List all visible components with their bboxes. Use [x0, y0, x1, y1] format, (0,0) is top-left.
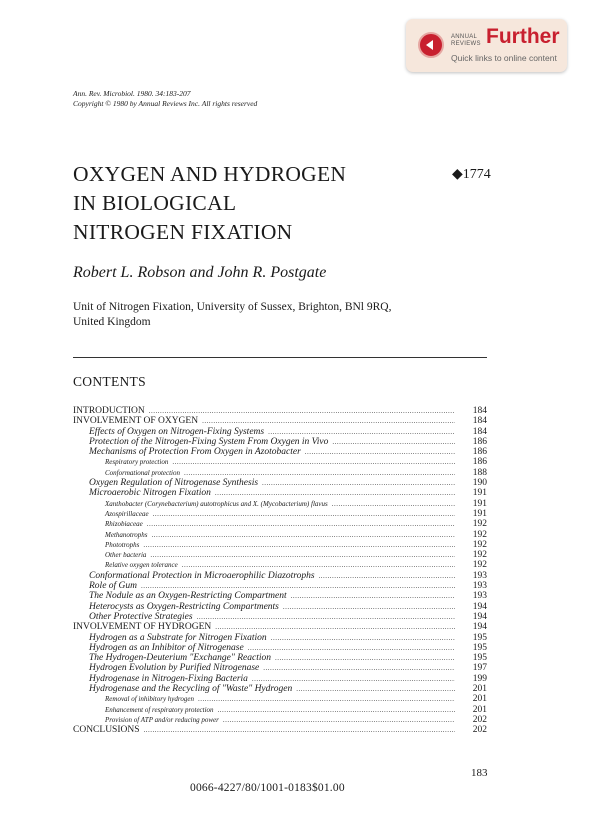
toc-entry-title: Oxygen Regulation of Nitrogenase Synthesis: [89, 478, 259, 489]
toc-entry[interactable]: [73, 643, 487, 653]
badge-brand: Further: [486, 25, 560, 48]
toc-entry[interactable]: [73, 715, 487, 725]
toc-entry-page: 188: [472, 467, 487, 478]
toc-leader-dots: [332, 500, 455, 508]
affiliation-line: United Kingdom: [73, 316, 151, 328]
page-number: 183: [471, 767, 488, 779]
toc-entry-title: Hydrogen as a Substrate for Nitrogen Fixation: [89, 632, 267, 643]
toc-entry[interactable]: [73, 694, 487, 704]
toc-entry[interactable]: [73, 674, 487, 684]
toc-leader-dots: [202, 417, 455, 425]
toc-entry-title: Microaerobic Nitrogen Fixation: [89, 488, 211, 499]
title-line: NITROGEN FIXATION: [73, 220, 293, 244]
toc-entry-title: Respiratory protection: [105, 458, 169, 467]
article-title: [73, 160, 346, 247]
toc-entry[interactable]: [73, 622, 487, 632]
toc-entry[interactable]: [73, 612, 487, 622]
toc-leader-dots: [153, 510, 455, 518]
toc-leader-dots: [291, 592, 455, 600]
contents-heading: CONTENTS: [73, 374, 146, 389]
toc-leader-dots: [149, 407, 455, 415]
article-affiliation: [73, 300, 391, 330]
toc-entry-page: 202: [472, 714, 487, 725]
toc-leader-dots: [305, 448, 455, 456]
toc-entry-page: 201: [472, 704, 487, 715]
toc-entry-title: Removal of inhibitory hydrogen: [105, 695, 194, 704]
toc-entry-page: 184: [472, 416, 487, 427]
toc-leader-dots: [248, 644, 455, 652]
toc-entry-title: Hydrogen as an Inhibitor of Nitrogenase: [89, 642, 244, 653]
toc-leader-dots: [296, 685, 455, 693]
toc-leader-dots: [143, 541, 455, 549]
toc-entry-page: 201: [472, 684, 487, 695]
article-authors: Robert L. Robson and John R. Postgate: [73, 264, 327, 281]
toc-entry[interactable]: [73, 468, 487, 478]
toc-entry-title: Role of Gum: [89, 581, 138, 592]
toc-entry-page: 191: [472, 498, 487, 509]
toc-leader-dots: [252, 675, 455, 683]
toc-entry[interactable]: [73, 705, 487, 715]
toc-entry-title: Conformational Protection in Microaerophilic Diazotrophs: [89, 570, 315, 581]
toc-entry-title: Hydrogenase and the Recycling of "Waste" Hydrogen: [89, 684, 293, 695]
toc-entry[interactable]: [73, 406, 487, 416]
toc-entry-page: 195: [472, 642, 487, 653]
toc-entry-title: Provision of ATP and/or reducing power: [105, 715, 219, 724]
toc-leader-dots: [184, 469, 455, 477]
toc-entry-title: The Hydrogen-Deuterium "Exchange" Reaction: [89, 653, 272, 664]
toc-leader-dots: [182, 561, 455, 569]
toc-entry-title: Methanotrophs: [105, 530, 148, 539]
toc-entry[interactable]: [73, 663, 487, 673]
badge-publisher: [451, 34, 481, 48]
toc-leader-dots: [152, 531, 455, 539]
toc-entry-page: 193: [472, 570, 487, 581]
toc-entry-page: 195: [472, 632, 487, 643]
toc-entry-title: Enhancement of respiratory protection: [105, 705, 214, 714]
toc-entry[interactable]: [73, 581, 487, 591]
toc-entry-page: 192: [472, 539, 487, 550]
toc-entry-title: Effects of Oxygen on Nitrogen-Fixing Systems: [89, 426, 265, 437]
toc-entry-title: Protection of the Nitrogen-Fixing System From Oxygen in Vivo: [89, 436, 329, 447]
toc-leader-dots: [197, 613, 455, 621]
toc-entry[interactable]: [73, 591, 487, 601]
toc-leader-dots: [262, 479, 455, 487]
toc-entry-title: INTRODUCTION: [73, 406, 145, 416]
toc-entry-page: 195: [472, 653, 487, 664]
toc-entry-title: Other Protective Strategies: [89, 611, 193, 622]
badge-annual-text: ANNUAL: [451, 34, 478, 40]
annual-reviews-logo-icon: [418, 32, 444, 58]
badge-reviews-text: REVIEWS: [451, 41, 481, 47]
toc-entry[interactable]: [73, 499, 487, 509]
article-code: ◆1774: [452, 167, 491, 182]
toc-entry-title: Heterocysts as Oxygen-Restricting Compartments: [89, 601, 279, 612]
toc-entry-title: INVOLVEMENT OF OXYGEN: [73, 416, 199, 427]
further-badge[interactable]: [406, 19, 567, 72]
toc-entry[interactable]: [73, 416, 487, 426]
toc-entry[interactable]: [73, 530, 487, 540]
toc-entry-title: Other bacteria: [105, 551, 147, 560]
title-line: OXYGEN AND HYDROGEN: [73, 162, 347, 186]
toc-entry-title: CONCLUSIONS: [73, 725, 140, 736]
toc-entry-title: INVOLVEMENT OF HYDROGEN: [73, 622, 212, 633]
toc-entry-page: 191: [472, 508, 487, 519]
journal-info: [73, 89, 257, 109]
title-line: IN BIOLOGICAL: [73, 191, 237, 215]
divider: [73, 357, 487, 358]
toc-leader-dots: [144, 726, 455, 734]
journal-citation: Ann. Rev. Microbiol. 1980. 34:183-207: [73, 89, 191, 98]
toc-leader-dots: [268, 428, 455, 436]
toc-leader-dots: [215, 489, 455, 497]
toc-leader-dots: [218, 706, 455, 714]
toc-entry[interactable]: [73, 457, 487, 467]
toc-entry-page: 192: [472, 529, 487, 540]
toc-entry-page: 194: [472, 611, 487, 622]
toc-leader-dots: [319, 572, 455, 580]
toc-entry-title: Mechanisms of Protection From Oxygen in Azotobacter: [89, 447, 301, 458]
toc-entry-page: 192: [472, 519, 487, 530]
table-of-contents: [73, 406, 487, 736]
toc-leader-dots: [215, 623, 455, 631]
toc-entry[interactable]: [73, 560, 487, 570]
toc-entry[interactable]: [73, 437, 487, 447]
toc-entry[interactable]: [73, 519, 487, 529]
toc-entry-page: 192: [472, 560, 487, 571]
toc-entry-page: 184: [472, 406, 487, 416]
toc-entry[interactable]: [73, 488, 487, 498]
toc-leader-dots: [275, 654, 455, 662]
toc-leader-dots: [141, 582, 455, 590]
toc-entry[interactable]: [73, 540, 487, 550]
toc-entry[interactable]: [73, 571, 487, 581]
toc-entry[interactable]: [73, 653, 487, 663]
toc-entry-page: 186: [472, 436, 487, 447]
toc-entry[interactable]: [73, 725, 487, 735]
toc-leader-dots: [172, 458, 455, 466]
toc-leader-dots: [198, 695, 455, 703]
badge-subtitle: Quick links to online content: [451, 53, 557, 63]
toc-entry-title: Azospirillaceae: [105, 509, 149, 518]
toc-entry-title: Relative oxygen tolerance: [105, 561, 178, 570]
toc-entry-title: Xanthobacter (Corynebacterium) autotrophicus and X. (Mycobacterium) flavus: [105, 499, 328, 508]
toc-entry-page: 186: [472, 457, 487, 468]
toc-entry-title: Rhizobiaceae: [105, 520, 143, 529]
toc-entry-page: 194: [472, 622, 487, 633]
toc-entry[interactable]: [73, 550, 487, 560]
toc-entry[interactable]: [73, 447, 487, 457]
article-code-footer: 0066-4227/80/1001-0183$01.00: [190, 782, 345, 794]
toc-leader-dots: [150, 551, 455, 559]
toc-entry-title: Hydrogenase in Nitrogen-Fixing Bacteria: [89, 673, 248, 684]
toc-entry[interactable]: [73, 509, 487, 519]
toc-entry-title: Hydrogen Evolution by Purified Nitrogenase: [89, 663, 260, 674]
toc-entry-title: The Nodule as an Oxygen-Restricting Compartment: [89, 591, 287, 602]
toc-leader-dots: [147, 520, 455, 528]
toc-entry-page: 184: [472, 426, 487, 437]
toc-entry-page: 199: [472, 673, 487, 684]
toc-entry-page: 191: [472, 488, 487, 499]
toc-entry-page: 202: [472, 725, 487, 736]
toc-entry-title: Conformational protection: [105, 468, 180, 477]
toc-entry[interactable]: [73, 602, 487, 612]
toc-entry[interactable]: [73, 684, 487, 694]
affiliation-line: Unit of Nitrogen Fixation, University of Sussex, Brighton, BNl 9RQ,: [73, 301, 392, 313]
toc-entry-page: 197: [472, 663, 487, 674]
toc-leader-dots: [283, 603, 455, 611]
toc-entry[interactable]: [73, 633, 487, 643]
toc-entry-page: 201: [472, 694, 487, 705]
toc-leader-dots: [271, 634, 455, 642]
toc-entry-page: 193: [472, 591, 487, 602]
toc-entry-page: 192: [472, 550, 487, 561]
toc-entry-page: 193: [472, 581, 487, 592]
toc-entry-page: 190: [472, 478, 487, 489]
journal-copyright: Copyright © 1980 by Annual Reviews Inc. All rights reserved: [73, 99, 258, 108]
toc-leader-dots: [332, 438, 455, 446]
toc-leader-dots: [223, 716, 455, 724]
toc-entry-title: Phototrophs: [105, 540, 140, 549]
toc-entry[interactable]: [73, 427, 487, 437]
toc-leader-dots: [263, 664, 455, 672]
toc-entry-page: 186: [472, 447, 487, 458]
toc-entry[interactable]: [73, 478, 487, 488]
toc-entry-page: 194: [472, 601, 487, 612]
